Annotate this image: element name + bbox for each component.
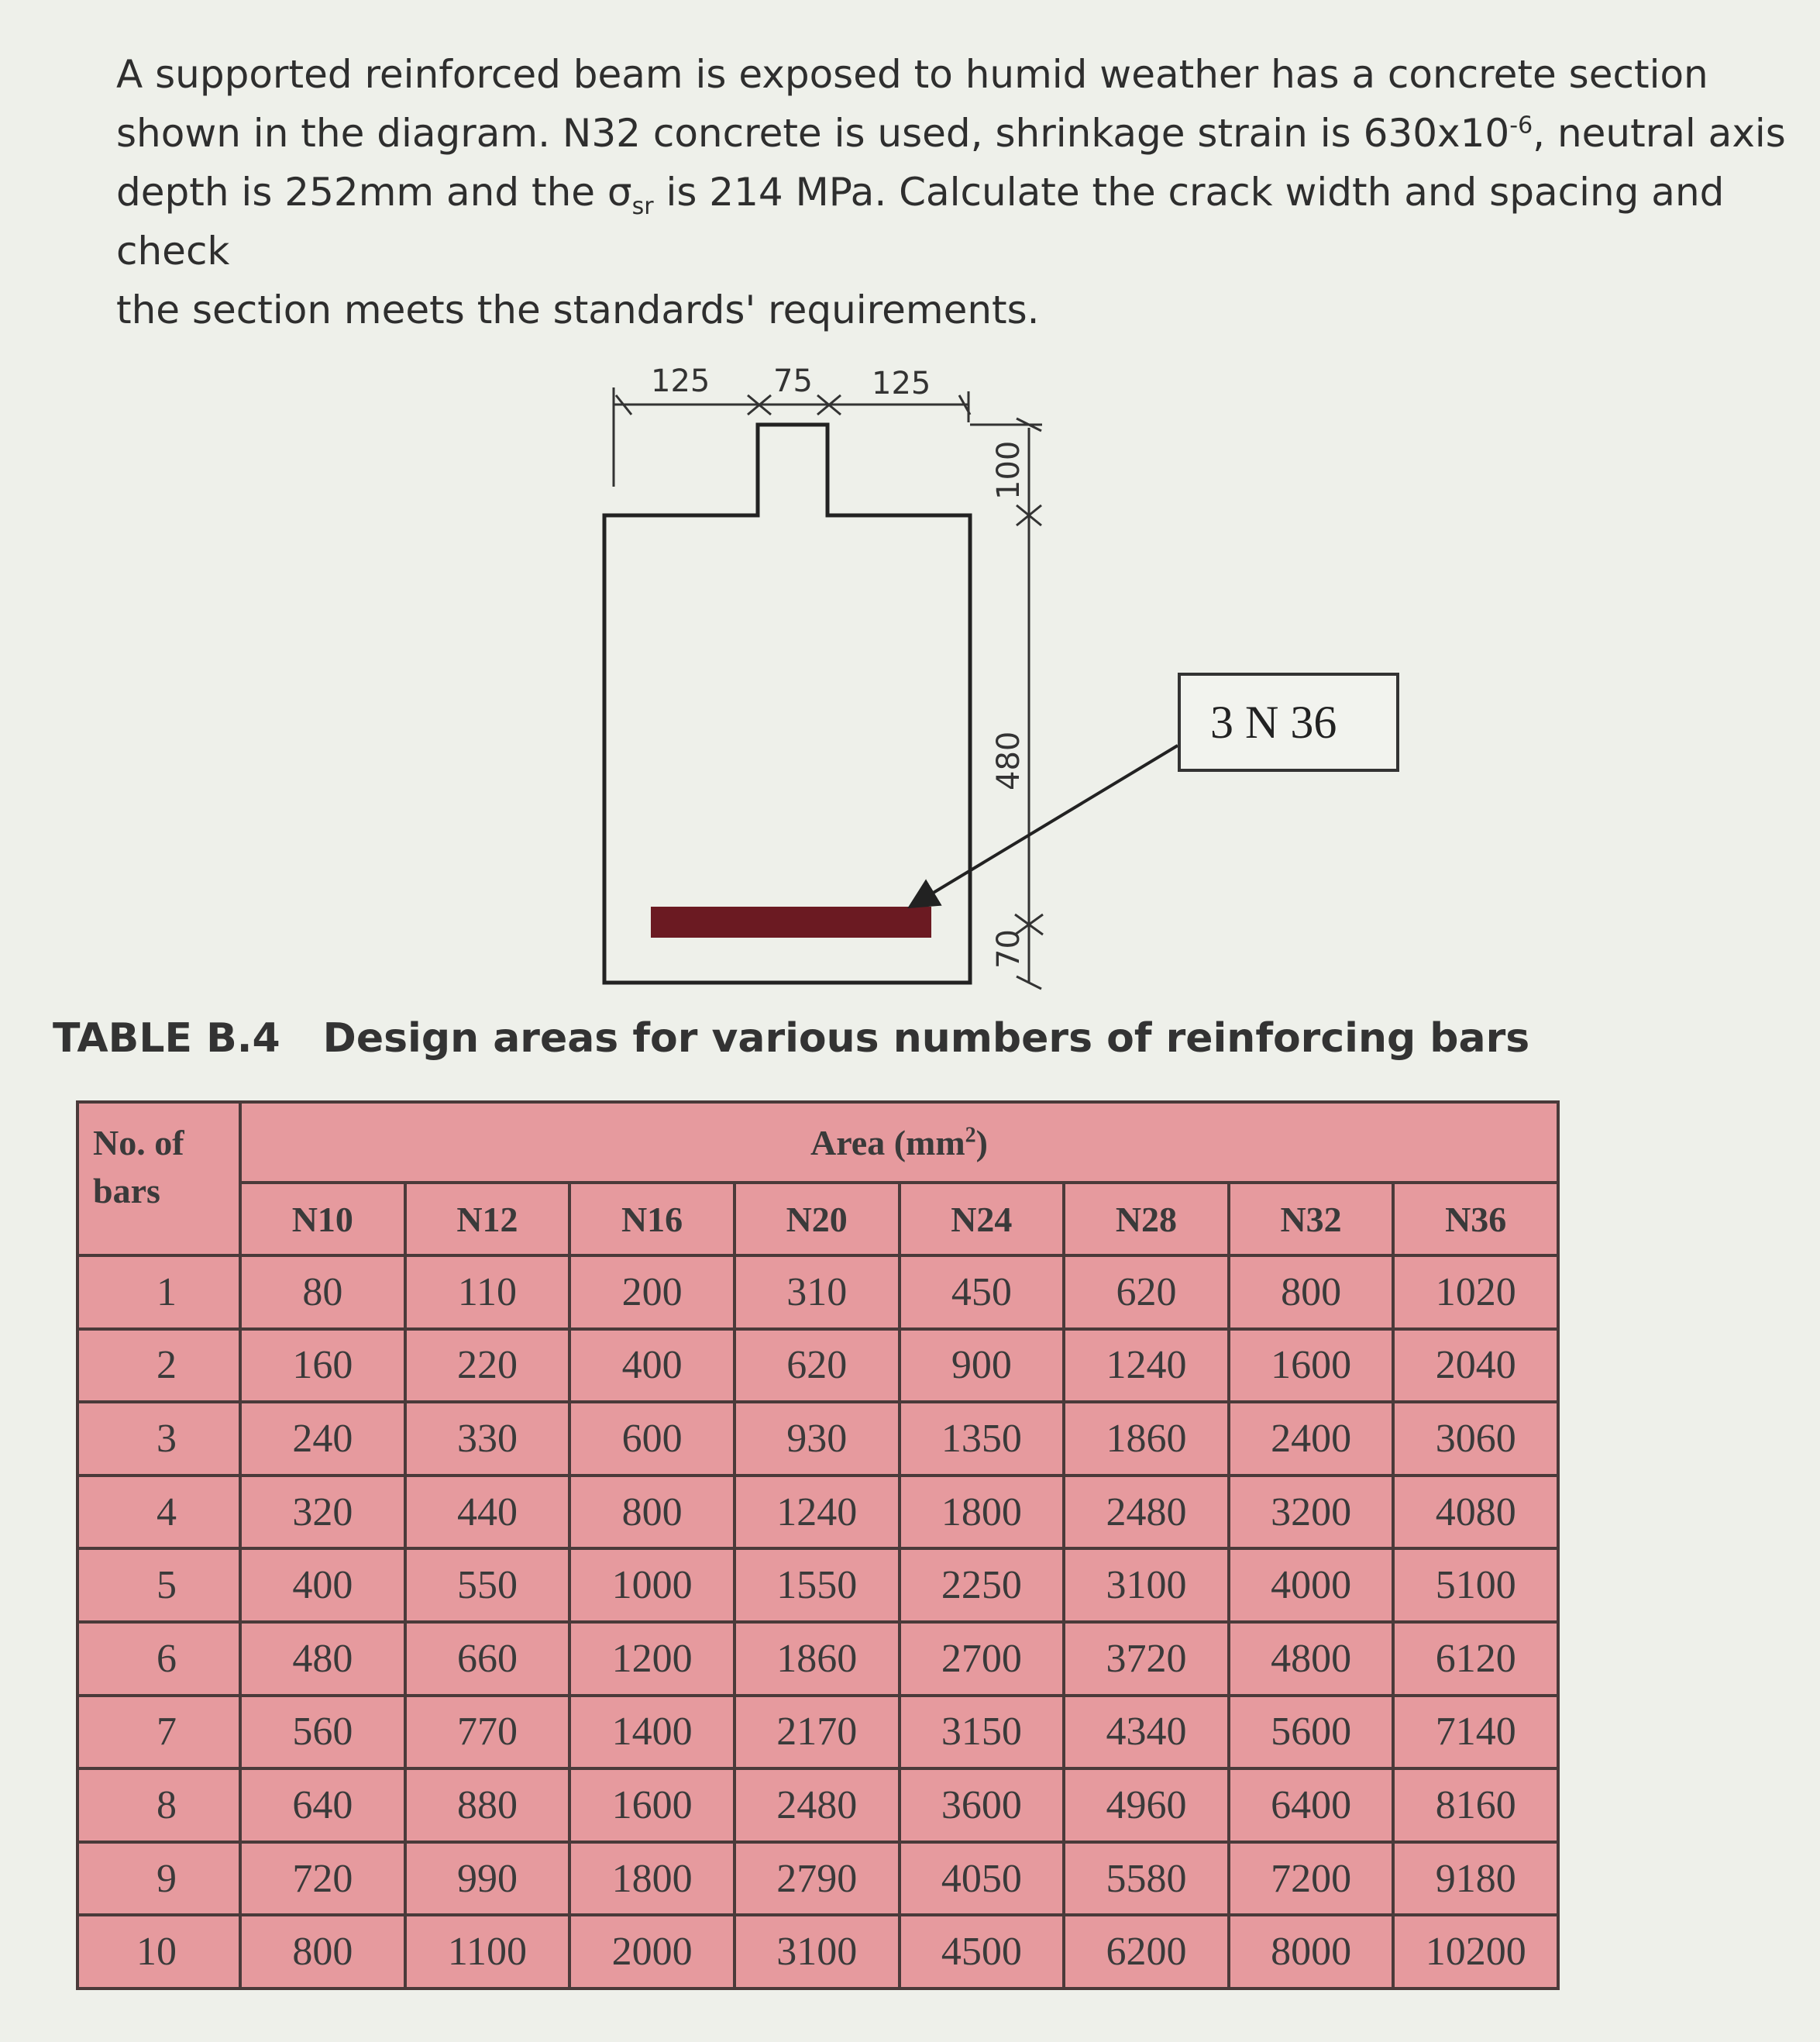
area-cell: 800: [240, 1915, 405, 1989]
area-cell: 800: [569, 1476, 735, 1549]
area-cell: 1800: [900, 1476, 1065, 1549]
area-cell: 80: [240, 1255, 405, 1329]
area-cell: 7200: [1229, 1842, 1394, 1916]
area-cell: 4050: [900, 1842, 1065, 1916]
area-cell: 1860: [735, 1622, 900, 1696]
col-header: N16: [569, 1183, 735, 1255]
area-cell: 1200: [569, 1622, 735, 1696]
area-cell: 6200: [1064, 1915, 1229, 1989]
bar-label-3n36: 3 N 36: [1210, 697, 1337, 748]
bars-count-cell: 8: [77, 1768, 240, 1842]
table-row: [77, 1255, 1558, 1329]
area-cell: 2400: [1229, 1402, 1394, 1476]
area-cell: 2170: [735, 1696, 900, 1769]
area-cell: 720: [240, 1842, 405, 1916]
area-cell: 1860: [1064, 1402, 1229, 1476]
shrinkage-exponent: -6: [1509, 112, 1533, 139]
col-header: N20: [735, 1183, 900, 1255]
area-cell: 400: [240, 1548, 405, 1622]
area-cell: 2000: [569, 1915, 735, 1989]
area-cell: 330: [405, 1402, 570, 1476]
area-header: Area $(mm^2)$: [240, 1102, 1558, 1183]
area-cell: 310: [735, 1255, 900, 1329]
beam-section-outline: [604, 425, 970, 983]
area-cell: 6400: [1229, 1768, 1394, 1842]
col-header: N24: [900, 1183, 1065, 1255]
area-cell: 1600: [569, 1768, 735, 1842]
table-caption: Design areas for various numbers of reinforcing bars: [322, 1015, 1530, 1062]
area-cell: 4800: [1229, 1622, 1394, 1696]
area-cell: 3720: [1064, 1622, 1229, 1696]
problem-line-3: depth is 252mm and the $\sigma_{sr}$ is 214 MPa. Calculate the crack width and spacing and check: [116, 170, 1725, 274]
dim-left-125: 125: [651, 363, 710, 399]
area-cell: 4500: [900, 1915, 1065, 1989]
area-cell: 900: [900, 1329, 1065, 1403]
area-cell: 200: [569, 1255, 735, 1329]
area-cell: 1400: [569, 1696, 735, 1769]
area-cell: 5580: [1064, 1842, 1229, 1916]
table-number: TABLE B.4: [53, 1015, 280, 1062]
table-row: [77, 1329, 1558, 1403]
area-cell: 3060: [1393, 1402, 1558, 1476]
area-cell: 4080: [1393, 1476, 1558, 1549]
sigma-subscript: sr: [631, 193, 654, 220]
area-cell: 3100: [735, 1915, 900, 1989]
area-cell: 320: [240, 1476, 405, 1549]
area-cell: 1240: [735, 1476, 900, 1549]
problem-line-1: A supported reinforced beam is exposed to humid weather has a concrete section: [116, 52, 1708, 97]
area-cell: 8000: [1229, 1915, 1394, 1989]
area-cell: 1600: [1229, 1329, 1394, 1403]
dim-height-480: 480: [991, 731, 1027, 790]
area-cell: 2250: [900, 1548, 1065, 1622]
area-cell: 7140: [1393, 1696, 1558, 1769]
area-cell: 1020: [1393, 1255, 1558, 1329]
area-cell: 4340: [1064, 1696, 1229, 1769]
area-cell: 4960: [1064, 1768, 1229, 1842]
table-row: [77, 1402, 1558, 1476]
bars-count-cell: 5: [77, 1548, 240, 1622]
bars-count-cell: 1: [77, 1255, 240, 1329]
no-of-bars-header: No. of bars: [77, 1102, 240, 1255]
table-row: [77, 1622, 1558, 1696]
bars-count-cell: 7: [77, 1696, 240, 1769]
bars-count-cell: 10: [77, 1915, 240, 1989]
dim-right-125: 125: [872, 366, 931, 401]
area-cell: 2480: [735, 1768, 900, 1842]
area-cell: 800: [1229, 1255, 1394, 1329]
area-cell: 880: [405, 1768, 570, 1842]
area-cell: 10200: [1393, 1915, 1558, 1989]
area-cell: 220: [405, 1329, 570, 1403]
area-cell: 110: [405, 1255, 570, 1329]
table-row: [77, 1696, 1558, 1769]
area-cell: 620: [735, 1329, 900, 1403]
area-cell: 3150: [900, 1696, 1065, 1769]
col-header: N36: [1393, 1183, 1558, 1255]
area-cell: 1550: [735, 1548, 900, 1622]
area-cell: 1100: [405, 1915, 570, 1989]
area-cell: 5100: [1393, 1548, 1558, 1622]
problem-line-4: the section meets the standards' requirements.: [116, 288, 1040, 332]
area-cell: 2790: [735, 1842, 900, 1916]
area-cell: 3200: [1229, 1476, 1394, 1549]
problem-line-2: shown in the diagram. N32 concrete is used, shrinkage strain is $630x10^{-6}$, neutral axis: [116, 111, 1786, 156]
area-cell: 640: [240, 1768, 405, 1842]
area-cell: 160: [240, 1329, 405, 1403]
area-cell: 2040: [1393, 1329, 1558, 1403]
col-header: N12: [405, 1183, 570, 1255]
area-cell: 620: [1064, 1255, 1229, 1329]
area-cell: 440: [405, 1476, 570, 1549]
area-cell: 1240: [1064, 1329, 1229, 1403]
area-cell: 930: [735, 1402, 900, 1476]
area-cell: 6120: [1393, 1622, 1558, 1696]
table-row: [77, 1842, 1558, 1916]
table-row: [77, 1768, 1558, 1842]
table-row: [77, 1548, 1558, 1622]
bars-count-cell: 3: [77, 1402, 240, 1476]
area-cell: 450: [900, 1255, 1065, 1329]
dim-cover-70: 70: [991, 929, 1027, 969]
area-cell: 2480: [1064, 1476, 1229, 1549]
table-row: [77, 1476, 1558, 1549]
bars-count-cell: 4: [77, 1476, 240, 1549]
area-cell: 770: [405, 1696, 570, 1769]
table-row: [77, 1915, 1558, 1989]
area-cell: 400: [569, 1329, 735, 1403]
design-areas-table: [76, 1100, 1560, 1990]
area-cell: 2700: [900, 1622, 1065, 1696]
area-cell: 660: [405, 1622, 570, 1696]
bars-count-cell: 9: [77, 1842, 240, 1916]
area-cell: 560: [240, 1696, 405, 1769]
area-cell: 9180: [1393, 1842, 1558, 1916]
area-cell: 480: [240, 1622, 405, 1696]
col-header: N32: [1229, 1183, 1394, 1255]
area-cell: 5600: [1229, 1696, 1394, 1769]
bars-count-cell: 2: [77, 1329, 240, 1403]
area-cell: 550: [405, 1548, 570, 1622]
area-cell: 240: [240, 1402, 405, 1476]
area-cell: 3600: [900, 1768, 1065, 1842]
area-cell: 1800: [569, 1842, 735, 1916]
area-cell: 8160: [1393, 1768, 1558, 1842]
dim-height-100: 100: [991, 440, 1027, 500]
reinforcing-bars: [651, 907, 931, 938]
area-cell: 4000: [1229, 1548, 1394, 1622]
area-cell: 1350: [900, 1402, 1065, 1476]
col-header: N10: [240, 1183, 405, 1255]
area-cell: 990: [405, 1842, 570, 1916]
area-cell: 3100: [1064, 1548, 1229, 1622]
table-title: [53, 1015, 1529, 1062]
bars-count-cell: 6: [77, 1622, 240, 1696]
dim-mid-75: 75: [773, 363, 813, 399]
area-cell: 600: [569, 1402, 735, 1476]
col-header: N28: [1064, 1183, 1229, 1255]
area-cell: 1000: [569, 1548, 735, 1622]
bar-type-header-row: [77, 1183, 1558, 1255]
bar-leader-arrow: [913, 746, 1178, 905]
